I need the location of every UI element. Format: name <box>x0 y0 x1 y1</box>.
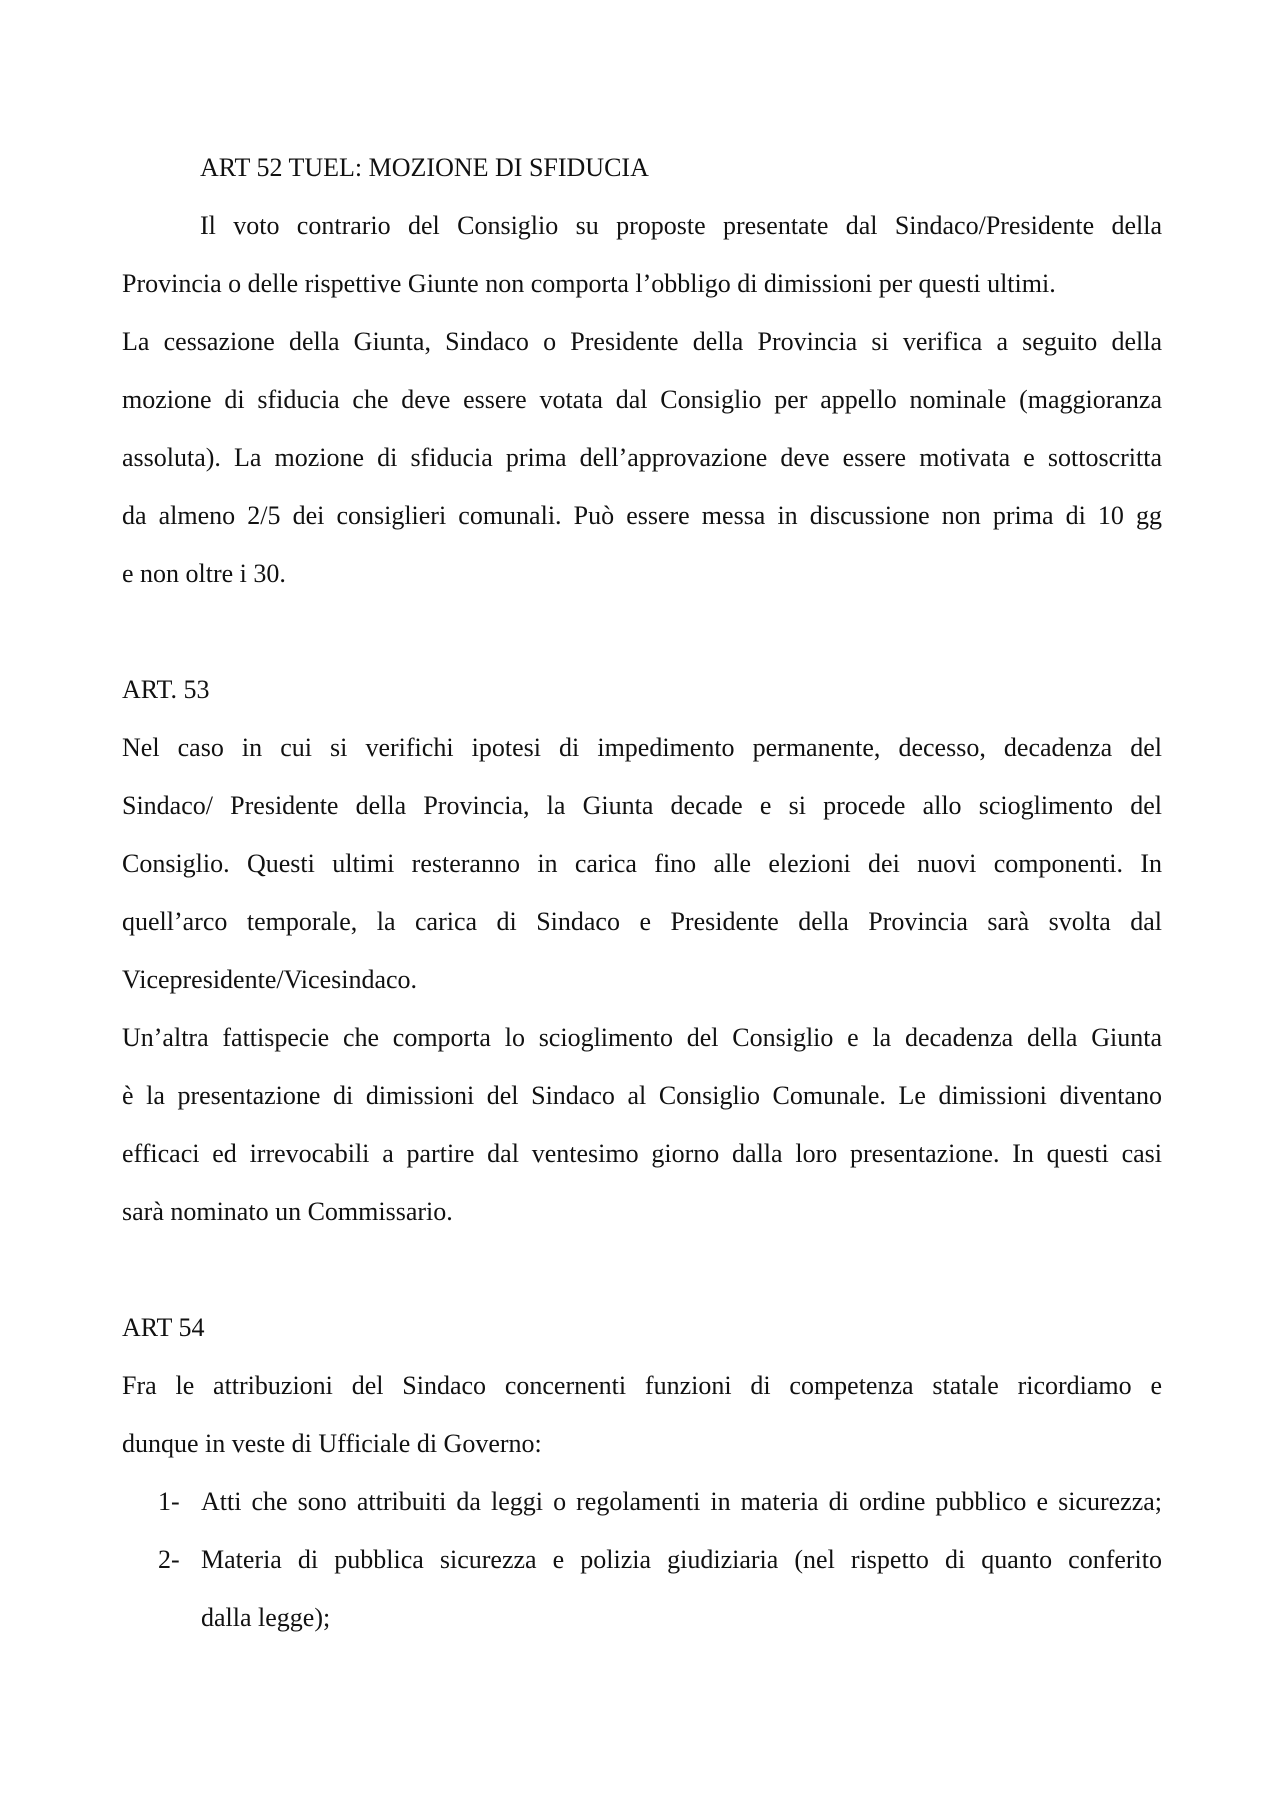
art53-line-4: quell’arco temporale, la carica di Sindaco e Presidente della Provincia sarà svolta dal <box>122 907 1162 936</box>
art52-line-4: mozione di sfiducia che deve essere votata dal Consiglio per appello nominale (maggioranza <box>122 385 1162 414</box>
section-gap <box>122 612 1162 670</box>
art53-line-3: Consiglio. Questi ultimi resteranno in carica fino alle elezioni dei nuovi componenti. In <box>122 849 1162 878</box>
art52-line-1: Il voto contrario del Consiglio su proposte presentate dal Sindaco/Presidente della <box>200 211 1162 240</box>
art52-line-3: La cessazione della Giunta, Sindaco o Presidente della Provincia si verifica a seguito della <box>122 327 1162 356</box>
art52-line-2: Provincia o delle rispettive Giunte non comporta l’obbligo di dimissioni per questi ultimi. <box>122 269 1056 298</box>
list-item <box>122 1540 1162 1598</box>
art52-line-5: assoluta). La mozione di sfiducia prima dell’approvazione deve essere motivata e sottoscritta <box>122 443 1162 472</box>
art53-title: ART. 53 <box>122 675 210 704</box>
art53-line-5: Vicepresidente/Vicesindaco. <box>122 965 418 994</box>
section-gap <box>122 1250 1162 1308</box>
list-item <box>122 1482 1162 1540</box>
art52-line-6: da almeno 2/5 dei consiglieri comunali. Può essere messa in discussione non prima di 10 gg <box>122 501 1162 530</box>
art53-line-9: sarà nominato un Commissario. <box>122 1197 453 1226</box>
art54-title: ART 54 <box>122 1313 205 1342</box>
art53-line-7: è la presentazione di dimissioni del Sindaco al Consiglio Comunale. Le dimissioni diventano <box>122 1081 1162 1110</box>
art53-line-6: Un’altra fattispecie che comporta lo scioglimento del Consiglio e la decadenza della Giunta <box>122 1023 1162 1052</box>
art53-line-2: Sindaco/ Presidente della Provincia, la Giunta decade e si procede allo scioglimento del <box>122 791 1162 820</box>
art52-line-7: e non oltre i 30. <box>122 559 286 588</box>
art54-line-1: Fra le attribuzioni del Sindaco concernenti funzioni di competenza statale ricordiamo e <box>122 1371 1162 1400</box>
art52-title: ART 52 TUEL: MOZIONE DI SFIDUCIA <box>200 153 649 182</box>
list-item-number: 2- <box>158 1545 180 1574</box>
art54-line-2: dunque in veste di Ufficiale di Governo: <box>122 1429 542 1458</box>
art53-line-1: Nel caso in cui si verifichi ipotesi di impedimento permanente, decesso, decadenza del <box>122 733 1162 762</box>
list-item-number: 1- <box>158 1487 180 1516</box>
art53-line-8: efficaci ed irrevocabili a partire dal ventesimo giorno dalla loro presentazione. In questi casi <box>122 1139 1162 1168</box>
list-item-text: Atti che sono attribuiti da leggi o regolamenti in materia di ordine pubblico e sicurezza; <box>201 1487 1162 1516</box>
list-item-text: Materia di pubblica sicurezza e polizia giudiziaria (nel rispetto di quanto conferito <box>201 1545 1162 1574</box>
document-page <box>122 148 1162 1656</box>
list-item-continuation: dalla legge); <box>201 1603 331 1632</box>
